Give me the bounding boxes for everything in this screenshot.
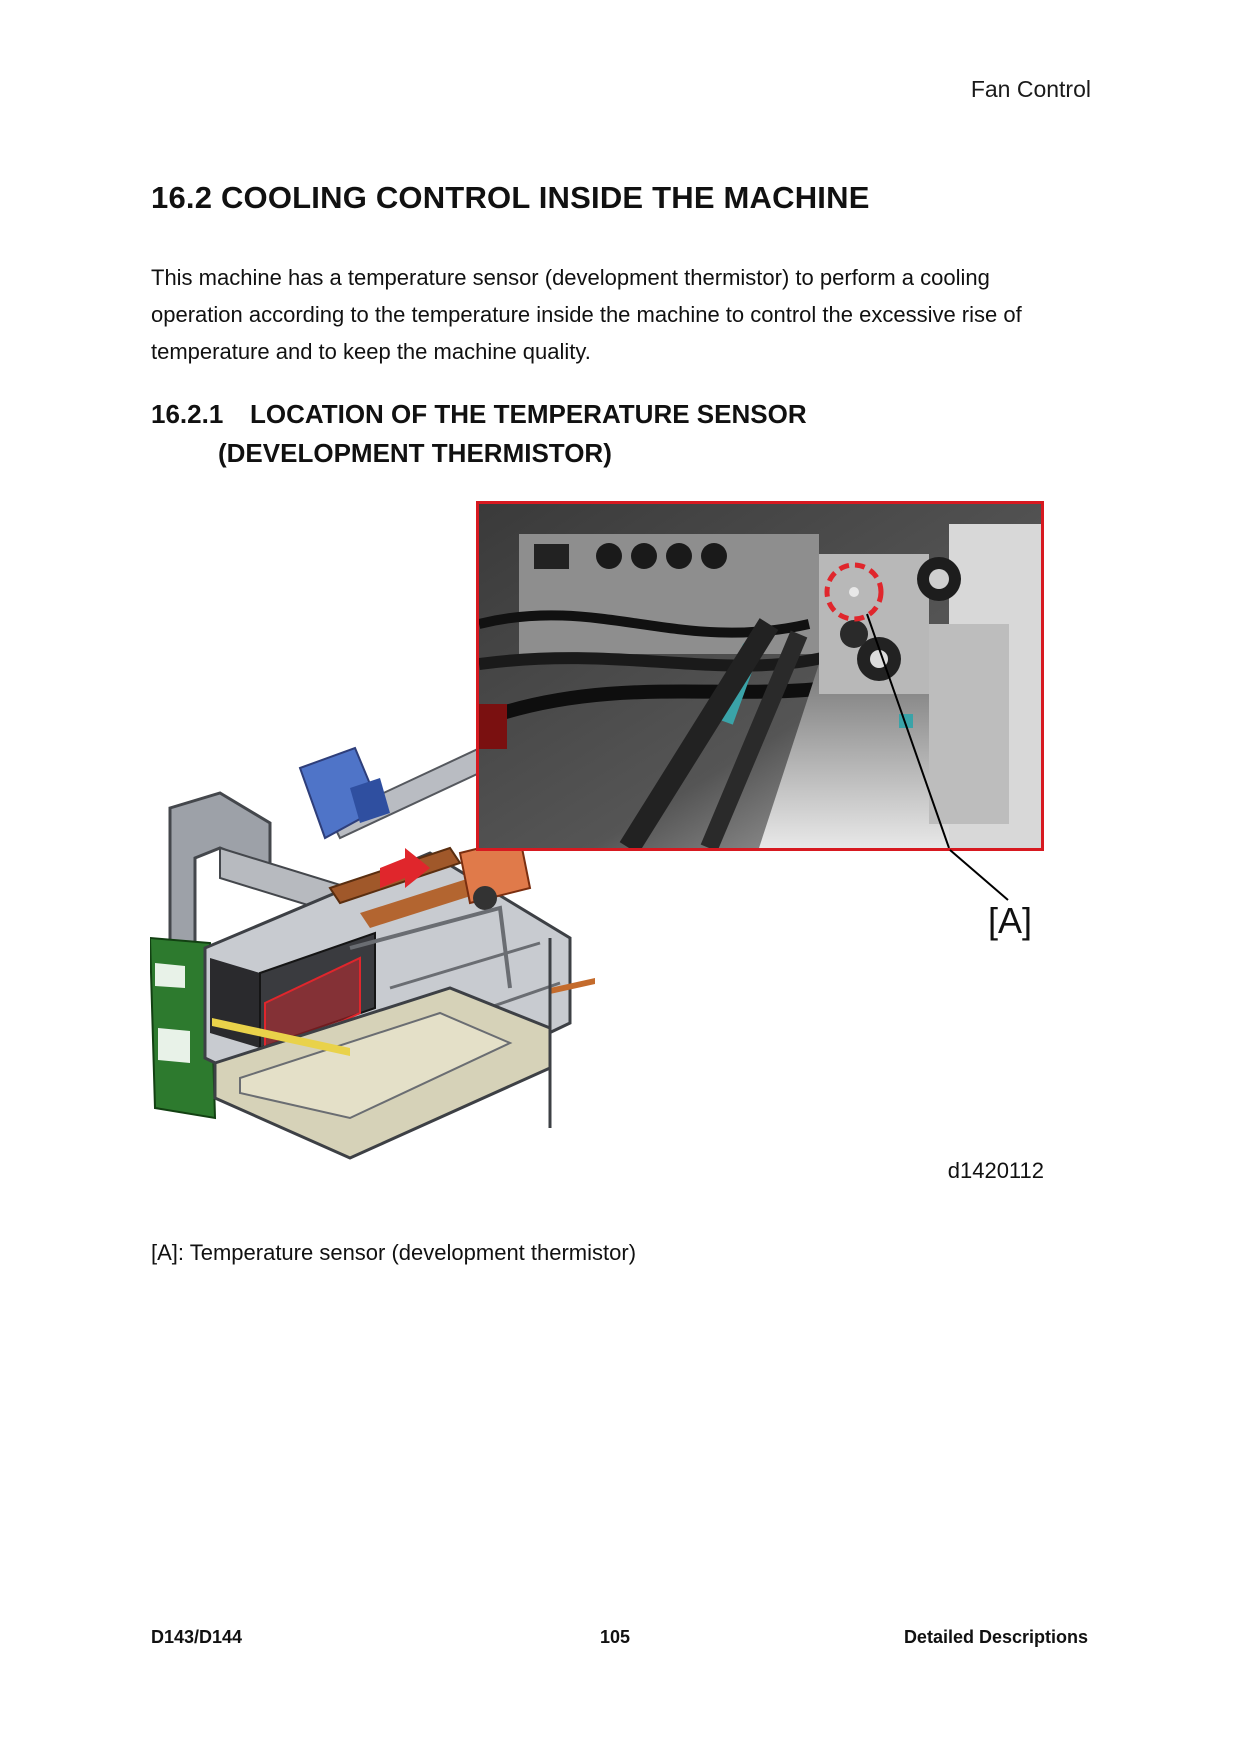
footer-chapter: Detailed Descriptions — [903, 1627, 1088, 1647]
section-title: 16.2 COOLING CONTROL INSIDE THE MACHINE — [151, 180, 870, 215]
subsection-title — [151, 395, 807, 473]
running-header: Fan Control — [970, 76, 1091, 102]
subsection-number: 16.2.1 — [151, 399, 224, 429]
intro-paragraph: This machine has a temperature sensor (development thermistor) to perform a cooling operation according to the temperature inside the machine to control the excessive rise of temperature and to keep the machine quality. — [151, 265, 1022, 364]
subsection-title-line1: LOCATION OF THE TEMPERATURE SENSOR — [250, 399, 807, 429]
location-figure — [150, 498, 1050, 1198]
leader-line — [150, 498, 1050, 918]
footer-model: D143/D144 — [151, 1627, 243, 1647]
figure-id: d1420112 — [947, 1158, 1044, 1183]
figure-caption: [A]: Temperature sensor (development thermistor) — [151, 1240, 637, 1265]
callout-label-a: [A] — [988, 900, 1033, 941]
footer-page-number: 105 — [600, 1627, 631, 1647]
subsection-title-line2: (DEVELOPMENT THERMISTOR) — [218, 438, 612, 468]
